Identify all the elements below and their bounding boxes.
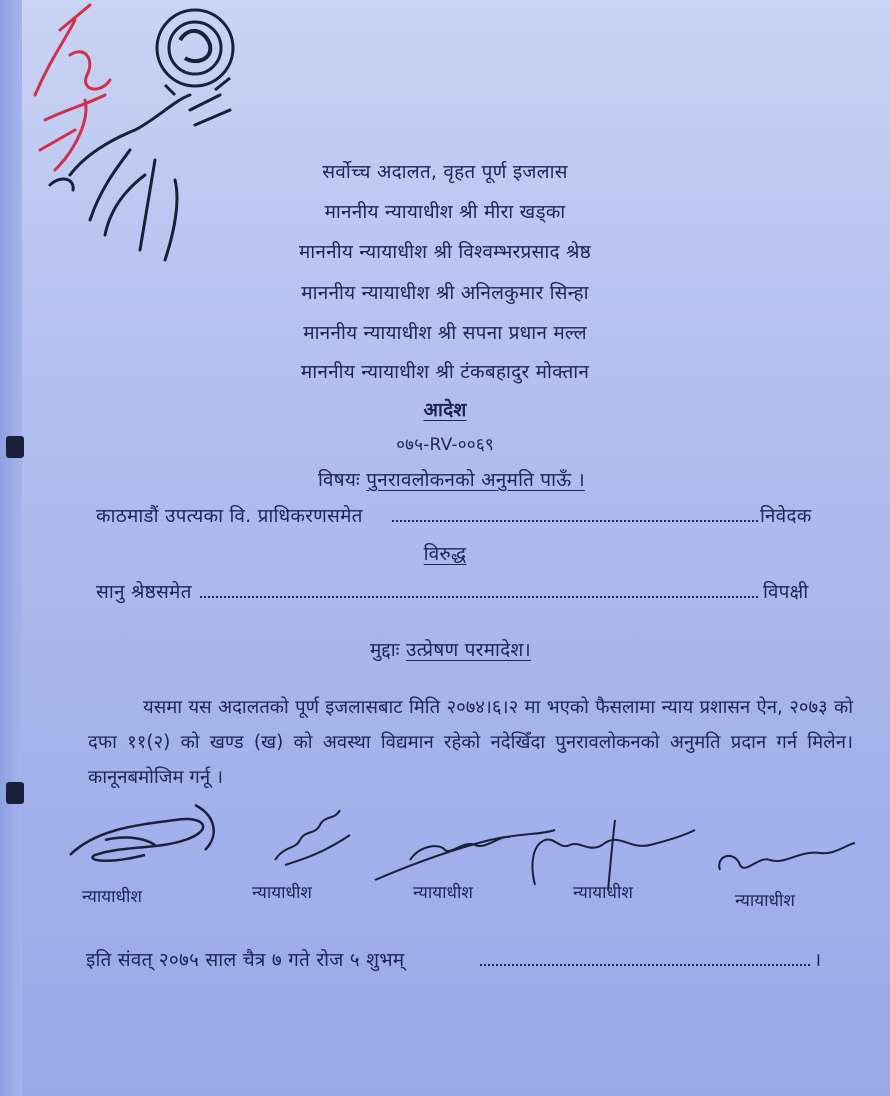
round-seal [157,10,233,95]
signature-label-2: न्यायाधीश [252,883,312,903]
case-number: ०७५-RV-००६९ [396,435,494,455]
versus-label: विरुद्ध [423,543,467,565]
order-body: यसमा यस अदालतको पूर्ण इजलासबाट मिति २०७४।६।२ मा भएको फैसलामा न्याय प्रशासन ऐन, २०७३ को दफा ११(२) को खण्ड (ख) को अवस्था विद्यमान रहेको नदेखिँदा पुनरावलोकनको अनुमति प्रदान गर्न मिलेन। कानूनबमोजिम गर्नू । [88,697,853,788]
court-name: सर्वोच्च अदालत, वृहत पूर्ण इजलास [322,161,568,183]
judge-line-4: माननीय न्यायाधीश श्री सपना प्रधान मल्ल [303,322,587,344]
signature-1 [65,800,235,880]
closing-line: इति संवत् २०७५ साल चैत्र ७ गते रोज ५ शुभम् [86,949,405,971]
subject-label: विषयः [318,469,360,491]
subject-value: पुनरावलोकनको अनुमति पाऊँ । [366,469,585,491]
judge-line-5: माननीय न्यायाधीश श्री टंकबहादुर मोक्तान [300,361,590,383]
closing-danda: । [814,949,822,971]
judge-line-3: माननीय न्यायाधीश श्री अनिलकुमार सिन्हा [301,282,589,304]
signature-label-1: न्यायाधीश [82,887,142,907]
case-type-value: उत्प्रेषण परमादेश। [405,639,531,661]
signature-label-4: न्यायाधीश [573,883,633,903]
respondent-name: सानु श्रेष्ठसमेत [96,581,192,603]
handwritten-annotation [35,5,110,170]
closing-dot-leader [480,952,810,966]
binder-clip-bottom [6,782,24,804]
judge-line-2: माननीय न्यायाधीश श्री विश्वम्भरप्रसाद श्रेष्ठ [298,241,592,263]
petitioner-dot-leader [392,508,758,522]
order-title: आदेश [423,399,467,421]
court-seal-stamp-icon [15,0,265,270]
case-type-line [370,636,531,662]
case-type-label: मुद्दाः [370,639,400,661]
respondent-dot-leader [200,584,758,598]
petitioner-name: काठमाडौं उपत्यका वि. प्राधिकरणसमेत [96,505,363,527]
signature-5 [710,825,860,885]
petitioner-role: निवेदक [760,505,812,527]
judge-line-1: माननीय न्यायाधीश श्री मीरा खड्का [324,201,566,223]
signature-2 [270,805,360,875]
signature-label-5: न्यायाधीश [735,891,795,911]
respondent-role: विपक्षी [763,581,809,603]
signature-label-3: न्यायाधीश [413,883,473,903]
subject-line [318,466,585,492]
